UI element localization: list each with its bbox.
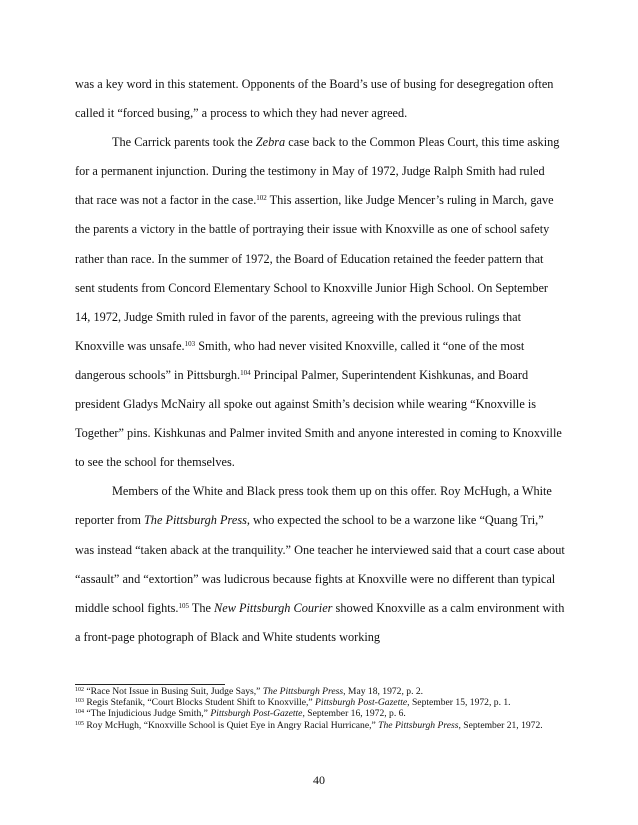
- body-text: [75, 70, 565, 652]
- footnote-publication: The Pittsburgh Press: [262, 686, 344, 697]
- footnote-separator: [75, 684, 225, 685]
- footnote-number: 103: [75, 698, 84, 705]
- footnote-number: 102: [75, 687, 84, 693]
- text-run: This assertion, like Judge Mencer’s ruling in March, gave the parents a victory in the battle of portraying their issue with Knoxville as one of school safety rather than race. In the summer of 1972, the Board of Education retained the feeder pattern that sent students from Concord Elementary School to Knoxville Junior High School. On September 14, 1972, Judge Smith ruled in favor of the parents, agreeing with the previous rulings that Knoxville was unsafe.: [75, 193, 554, 353]
- italic-publication: New Pittsburgh Courier: [214, 600, 333, 615]
- footnotes: [75, 686, 565, 731]
- footnote-publication: The Pittsburgh Press: [378, 719, 459, 731]
- footnote-text: Regis Stefanik, “Court Blocks Student Shift to Knoxville,”: [84, 697, 316, 709]
- footnote-text: “Race Not Issue in Busing Suit, Judge Says,”: [84, 686, 263, 697]
- footnote-ref-102[interactable]: 102: [256, 194, 267, 203]
- footnote-publication: Pittsburgh Post-Gazette: [315, 697, 408, 709]
- footnote-text: , September 15, 1972, p. 1.: [407, 697, 511, 709]
- footnote-104: [75, 708, 565, 719]
- footnote-text: , September 16, 1972, p. 6.: [302, 708, 406, 720]
- footnote-text: , September 21, 1972.: [458, 719, 543, 731]
- text-run: case back to the Common Pleas Court, this time asking for a permanent injunction. During the testimony in May of 1972, Judge Ralph Smith had ruled that race was not a factor in the case.: [75, 135, 560, 208]
- footnote-103: [75, 697, 565, 708]
- footnote-ref-104[interactable]: 104: [240, 368, 251, 377]
- paragraph-3: [75, 477, 565, 652]
- footnote-number: 104: [75, 709, 84, 716]
- footnote-text: , May 18, 1972, p. 2.: [343, 686, 424, 697]
- italic-case-name: Zebra: [255, 135, 286, 150]
- text-run: Smith, who had never visited Knoxville, called it “one of the most dangerous schools” in Pittsburgh.: [75, 338, 525, 382]
- text-run: showed Knoxville as a calm environment with a front-page photograph of Black and White students working: [75, 600, 565, 644]
- footnote-number: 105: [75, 720, 84, 727]
- page-number: 40: [313, 773, 325, 787]
- text-run: The Carrick parents took the: [112, 135, 256, 150]
- text-run: Principal Palmer, Superintendent Kishkunas, and Board president Gladys McNairy all spoke out against Smith’s decision while wearing “Knoxville is Together” pins. Kishkunas and Palmer invited Smith and anyone interested in coming to Knoxville to see the school for themselves.: [75, 367, 562, 470]
- footnote-ref-103[interactable]: 103: [184, 339, 196, 348]
- footnote-text: “The Injudicious Judge Smith,”: [84, 708, 211, 720]
- text-run: The: [189, 600, 215, 615]
- paragraph-2: [75, 128, 565, 477]
- footnote-105: [75, 720, 565, 731]
- footnote-102: [75, 686, 565, 697]
- paragraph-1: [75, 70, 565, 128]
- text-run: was a key word in this statement. Opponents of the Board’s use of busing for desegregation often called it “forced busing,” a process to which they had never agreed.: [75, 77, 554, 121]
- text-run: Members of the White and Black press took them up on this offer. Roy McHugh, a White reporter from: [75, 484, 552, 528]
- footnote-text: Roy McHugh, “Knoxville School is Quiet Eye in Angry Racial Hurricane,”: [84, 719, 379, 731]
- italic-publication: The Pittsburgh Press,: [143, 513, 250, 528]
- footnote-publication: Pittsburgh Post-Gazette: [210, 708, 303, 720]
- footnote-ref-105[interactable]: 105: [178, 601, 189, 610]
- text-run: who expected the school to be a warzone like “Quang Tri,” was instead “taken aback at the tranquility.” One teacher he interviewed said that a court case about “assault” and “extortion” was ludicrous because fights at Knoxville were no different than typical middle school fights.: [75, 513, 565, 615]
